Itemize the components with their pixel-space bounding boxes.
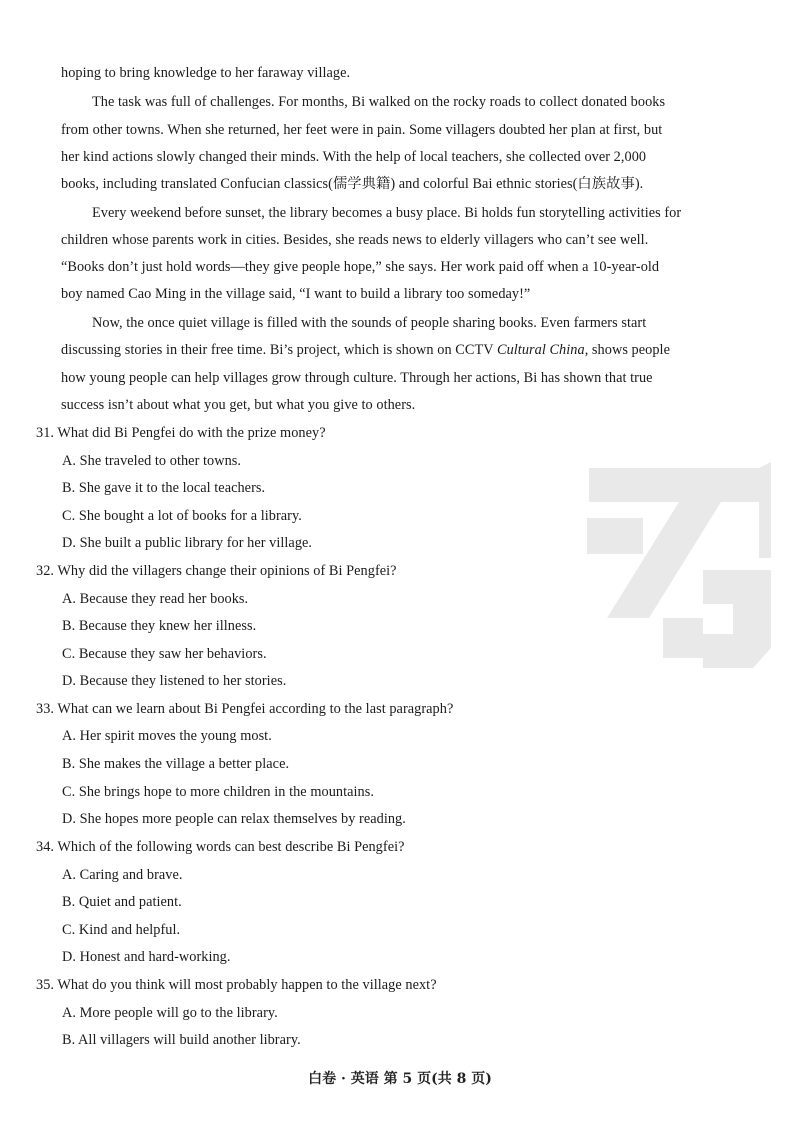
answer-option[interactable]: B. Quiet and patient. [62,894,182,910]
answer-option[interactable]: C. She bought a lot of books for a library. [62,508,302,524]
answer-option[interactable]: B. She gave it to the local teachers. [62,480,266,496]
passage-line [61,341,670,359]
passage-line: from other towns. When she returned, her feet were in pain. Some villagers doubted her plan at first, but [61,122,663,138]
question-stem: 34. Which of the following words can best describe Bi Pengfei? [36,839,405,855]
logo-watermark-icon [583,458,775,676]
answer-option[interactable]: D. Honest and hard-working. [62,949,231,965]
answer-option[interactable]: A. More people will go to the library. [62,1005,278,1021]
question-stem: 32. Why did the villagers change their opinions of Bi Pengfei? [36,563,397,579]
answer-option[interactable]: C. She brings hope to more children in the mountains. [62,784,374,800]
answer-option[interactable]: A. Caring and brave. [62,867,183,883]
answer-option[interactable]: D. She built a public library for her village. [62,535,313,551]
passage-line: Now, the once quiet village is filled with the sounds of people sharing books. Even farmers start [92,315,647,331]
answer-option[interactable]: A. She traveled to other towns. [62,453,242,469]
passage-line: Every weekend before sunset, the library becomes a busy place. Bi holds fun storytelling activities for [92,205,682,221]
page-footer: 白卷 · 英语 第 5 页(共 8 页) [308,1071,492,1087]
answer-option[interactable]: A. Because they read her books. [62,591,249,607]
answer-option[interactable]: C. Because they saw her behaviors. [62,646,267,662]
passage-text: discussing stories in their free time. Bi’s project, which is shown on CCTV [61,342,494,358]
answer-option[interactable]: B. Because they knew her illness. [62,618,257,634]
answer-option[interactable]: C. Kind and helpful. [62,922,181,938]
program-title: Cultural China [496,342,585,358]
passage-line: success isn’t about what you get, but what you give to others. [61,397,416,413]
question-stem: 35. What do you think will most probably happen to the village next? [36,977,437,993]
answer-option[interactable]: D. Because they listened to her stories. [62,673,287,689]
passage-text: , shows people [584,342,670,358]
answer-option[interactable]: D. She hopes more people can relax themselves by reading. [62,811,406,827]
passage-line: books, including translated Confucian classics(儒学典籍) and colorful Bai ethnic stories(白族故事). [61,176,644,192]
question-stem: 33. What can we learn about Bi Pengfei according to the last paragraph? [36,701,454,717]
passage-line: how young people can help villages grow through culture. Through her actions, Bi has shown that true [61,370,653,386]
passage-line: “Books don’t just hold words—they give people hope,” she says. Her work paid off when a 10-year-old [61,259,660,275]
passage-line: boy named Cao Ming in the village said, “I want to build a library too someday!” [61,286,531,302]
answer-option[interactable]: B. All villagers will build another library. [62,1032,301,1048]
passage-line: hoping to bring knowledge to her faraway village. [61,65,351,81]
passage-line: The task was full of challenges. For months, Bi walked on the rocky roads to collect donated books [92,94,666,110]
answer-option[interactable]: B. She makes the village a better place. [62,756,290,772]
passage-line: children whose parents work in cities. Besides, she reads news to elderly villagers who can’t see well. [61,232,649,248]
passage-line: her kind actions slowly changed their minds. With the help of local teachers, she collected over 2,000 [61,149,647,165]
question-stem: 31. What did Bi Pengfei do with the prize money? [36,425,326,441]
answer-option[interactable]: A. Her spirit moves the young most. [62,728,272,744]
